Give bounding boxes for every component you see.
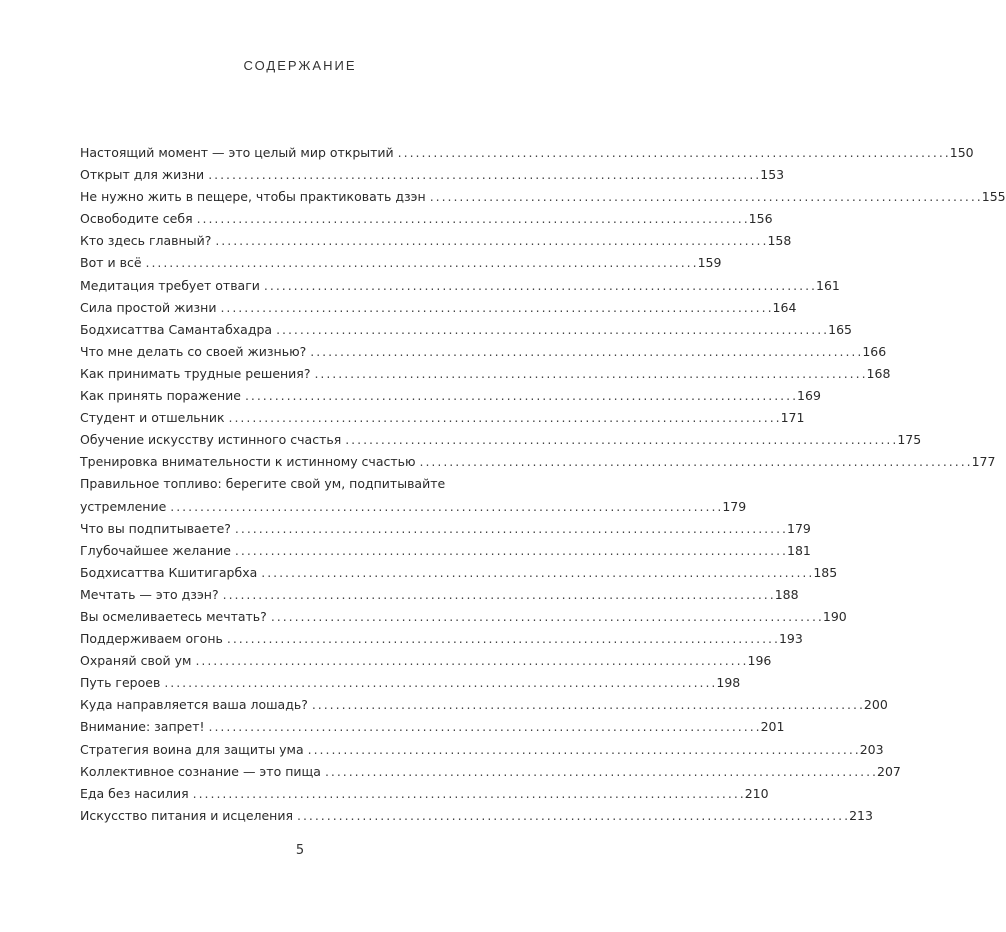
toc-entry-title: Тренировка внимательности к истинному счастью xyxy=(80,454,416,470)
page-number: 5 xyxy=(295,843,305,858)
dot-leader xyxy=(293,805,849,827)
toc-entry-title: Обучение искусству истинного счастья xyxy=(80,432,342,448)
toc-entry-page: 185 xyxy=(813,564,838,580)
dot-leader xyxy=(241,385,797,407)
toc-entry-page: 166 xyxy=(862,343,887,359)
dot-leader xyxy=(231,540,787,562)
dot-leader xyxy=(191,650,747,672)
toc-entry-page: 156 xyxy=(748,211,773,227)
toc-entry xyxy=(80,142,974,164)
toc-entry xyxy=(80,783,769,805)
toc-entry-title: Студент и отшельник xyxy=(80,410,225,426)
toc-entry xyxy=(80,429,922,451)
toc-entry-page: 150 xyxy=(949,145,974,160)
toc-entry-title: Вот и всё xyxy=(80,255,142,271)
dot-leader xyxy=(310,363,866,385)
toc-entry-title: Поддерживаем огонь xyxy=(80,631,223,647)
toc-entry-page: 168 xyxy=(866,365,891,381)
toc-entry-page: 165 xyxy=(828,321,853,337)
toc-entry xyxy=(80,363,891,385)
dot-leader xyxy=(304,739,860,761)
dot-leader xyxy=(193,208,749,230)
dot-leader xyxy=(267,606,823,628)
toc-entry xyxy=(80,164,785,186)
toc-entry xyxy=(80,584,799,606)
dot-leader xyxy=(257,562,813,584)
toc-entry-page: 179 xyxy=(787,520,811,536)
toc-entry-page: 198 xyxy=(716,675,741,691)
toc-entry-page: 207 xyxy=(877,763,901,779)
toc-entry-page: 155 xyxy=(981,189,1006,205)
dot-leader xyxy=(321,761,877,783)
toc-entry-page: 161 xyxy=(816,277,840,293)
table-of-contents xyxy=(80,142,1006,827)
toc-entry-title: Вы осмеливаетесь мечтать? xyxy=(80,608,267,624)
toc-entry xyxy=(80,805,873,827)
toc-entry-title: Открыт для жизни xyxy=(80,167,205,183)
toc-entry-title: Коллективное сознание — это пища xyxy=(80,763,321,779)
dot-leader xyxy=(231,518,787,540)
toc-entry xyxy=(80,252,722,274)
toc-entry-page: 181 xyxy=(787,542,811,558)
toc-entry-title: Бодхисаттва Самантабхадра xyxy=(80,321,273,337)
toc-entry xyxy=(80,628,803,650)
toc-entry xyxy=(80,473,747,517)
toc-entry-page: 193 xyxy=(778,631,803,647)
dot-leader xyxy=(205,716,761,738)
toc-entry-title: Стратегия воина для защиты ума xyxy=(80,741,304,757)
toc-entry xyxy=(80,341,887,363)
toc-entry-title: Настоящий момент — это целый мир открытий xyxy=(80,145,394,160)
toc-entry-page: 164 xyxy=(772,299,797,315)
dot-leader xyxy=(219,584,775,606)
toc-entry-page: 203 xyxy=(859,741,884,757)
dot-leader xyxy=(166,496,722,518)
toc-entry-title: Медитация требует отваги xyxy=(80,277,260,293)
toc-entry-title: Путь героев xyxy=(80,675,161,691)
toc-entry-page: 190 xyxy=(822,608,847,624)
dot-leader xyxy=(225,407,781,429)
toc-entry xyxy=(80,186,1006,208)
dot-leader xyxy=(394,142,950,164)
toc-entry-page: 200 xyxy=(863,697,888,713)
dot-leader xyxy=(272,319,828,341)
toc-entry-title: Не нужно жить в пещере, чтобы практиковать дзэн xyxy=(80,189,426,205)
toc-entry-page: 158 xyxy=(767,233,792,249)
toc-entry-title: Правильное топливо: берегите свой ум, подпитывайте xyxy=(80,476,446,492)
toc-entry-title: Охраняй свой ум xyxy=(80,653,192,669)
toc-entry xyxy=(80,672,741,694)
toc-entry-title: Что вы подпитываете? xyxy=(80,520,231,536)
toc-entry-title-continued: устремление xyxy=(80,498,167,514)
dot-leader xyxy=(308,694,864,716)
toc-entry xyxy=(80,739,884,761)
toc-entry xyxy=(80,761,901,783)
toc-entry-title: Освободите себя xyxy=(80,211,193,227)
page-title: СОДЕРЖАНИЕ xyxy=(243,58,357,73)
toc-entry xyxy=(80,319,853,341)
dot-leader xyxy=(216,297,772,319)
toc-entry-page: 210 xyxy=(744,785,769,801)
toc-entry-title: Куда направляется ваша лошадь? xyxy=(80,697,308,713)
toc-entry xyxy=(80,451,996,473)
toc-entry xyxy=(80,230,792,252)
toc-entry xyxy=(80,540,811,562)
toc-entry-page: 188 xyxy=(774,586,799,602)
toc-entry xyxy=(80,385,821,407)
toc-entry-page: 175 xyxy=(897,432,922,448)
dot-leader xyxy=(341,429,897,451)
dot-leader xyxy=(204,164,760,186)
dot-leader xyxy=(416,451,972,473)
toc-entry-title: Сила простой жизни xyxy=(80,299,217,315)
toc-entry-page: 201 xyxy=(760,719,785,735)
dot-leader xyxy=(189,783,745,805)
toc-entry xyxy=(80,606,847,628)
dot-leader xyxy=(160,672,716,694)
toc-entry-title: Что мне делать со своей жизнью? xyxy=(80,343,307,359)
toc-entry-page: 153 xyxy=(760,167,785,183)
toc-entry-title: Мечтать — это дзэн? xyxy=(80,586,219,602)
dot-leader xyxy=(306,341,862,363)
toc-entry-title: Внимание: запрет! xyxy=(80,719,205,735)
toc-entry-page: 179 xyxy=(722,498,747,514)
toc-entry-page: 177 xyxy=(971,454,996,470)
toc-entry xyxy=(80,297,797,319)
toc-entry xyxy=(80,562,838,584)
toc-entry-page: 169 xyxy=(797,388,821,404)
toc-entry xyxy=(80,518,811,540)
toc-entry-title: Кто здесь главный? xyxy=(80,233,212,249)
toc-entry-page: 171 xyxy=(780,410,805,426)
toc-entry xyxy=(80,716,785,738)
dot-leader xyxy=(211,230,767,252)
toc-entry-title: Еда без насилия xyxy=(80,785,189,801)
dot-leader xyxy=(426,186,982,208)
dot-leader xyxy=(223,628,779,650)
toc-entry-title: Бодхисаттва Кшитигарбха xyxy=(80,564,258,580)
toc-entry xyxy=(80,407,805,429)
toc-entry-title: Искусство питания и исцеления xyxy=(80,807,294,823)
toc-entry-page: 213 xyxy=(849,807,873,823)
toc-entry-title: Глубочайшее желание xyxy=(80,542,231,558)
toc-entry xyxy=(80,650,772,672)
toc-entry xyxy=(80,208,773,230)
toc-entry xyxy=(80,275,840,297)
toc-entry xyxy=(80,694,888,716)
toc-entry-page: 159 xyxy=(697,255,722,271)
dot-leader xyxy=(260,275,816,297)
toc-entry-title: Как принимать трудные решения? xyxy=(80,365,311,381)
toc-entry-page: 196 xyxy=(747,653,772,669)
dot-leader xyxy=(142,252,698,274)
toc-entry-title: Как принять поражение xyxy=(80,388,241,404)
